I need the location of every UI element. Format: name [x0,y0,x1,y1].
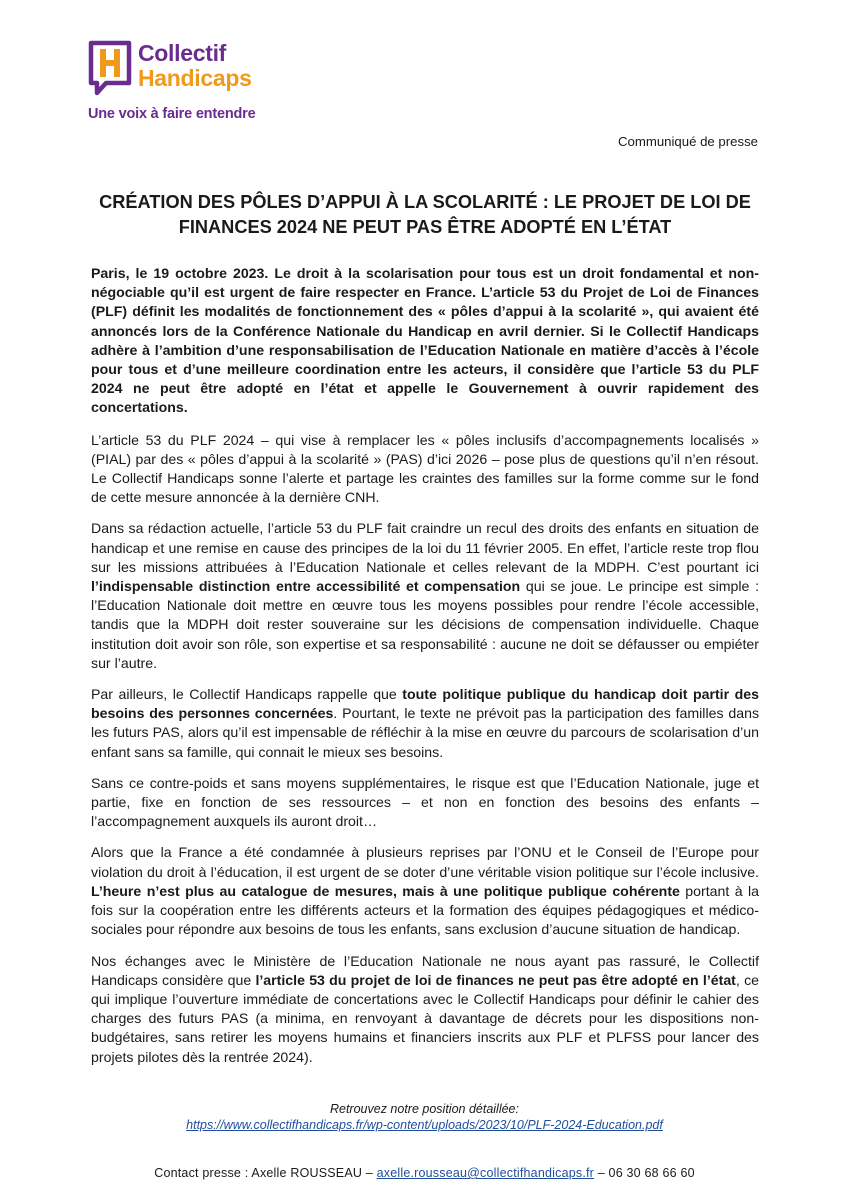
paragraph-6-emphasis: l’article 53 du projet de loi de finances ne peut pas être adopté en l’état [255,971,736,988]
paragraph-1: L’article 53 du PLF 2024 – qui vise à remplacer les « pôles inclusifs d’accompagnements localisés » (PIAL) par des « pôles d’appui à la scolarité » (PAS) d’ici 2026 – pose plus de questions qu’il n’en résout. Le Collectif Handicaps sonne l’alerte et partage les craintes des familles sur la forme comme sur le fond de cette mesure annoncée à la dernière CNH. [91,431,759,506]
paragraph-3-emphasis: toute politique publique du handicap doit partir des besoins des personnes concernées [91,686,759,722]
paragraph-2 [91,519,759,673]
logo-text-collectif: Collectif [138,40,227,66]
position-pdf-link[interactable]: https://www.collectifhandicaps.fr/wp-content/uploads/2023/10/PLF-2024-Education.pdf [186,1118,663,1132]
body-content [91,264,759,1079]
paragraph-3 [91,685,759,762]
position-label: Retrouvez notre position détaillée: [329,1102,519,1116]
paragraph-6-text-c: , ce qui implique l’ouverture immédiate de concertations avec le Collectif Handicaps pour définir le cahier des charges des futurs PAS (a minima, en renvoyant à davantage de décrets pour les dispositions non-budgétaires, sans retirer les moyens humains et financiers inscrits aux PLF et PLFSS pour lancer des projets pilotes dès la rentrée 2024). [91,971,760,1065]
tagline: Une voix à faire entendre [88,106,256,122]
logo-speech-bubble-icon [88,40,132,98]
contact-phone: – 06 30 68 66 60 [597,1166,695,1180]
contact-prefix: Contact presse : Axelle ROUSSEAU – [154,1166,373,1180]
document-type: Communiqué de presse [617,134,758,149]
paragraph-3-text-a: Par ailleurs, le Collectif Handicaps rappelle que [91,686,403,703]
lead-paragraph: Paris, le 19 octobre 2023. Le droit à la scolarisation pour tous est un droit fondamental et non-négociable qu’il est urgent de faire respecter en France. L’article 53 du Projet de Loi de Finances (PLF) définit les modalités de fonctionnement des « pôles d’appui à la scolarité », qui avaient été annoncés lors de la Conférence Nationale du Handicap en avril dernier. Si le Collectif Handicaps adhère à l’ambition d’une responsabilisation de l’Education Nationale en matière d’accès à l’école pour tous et d’une meilleure coordination entre les acteurs, il considère que l’article 53 du PLF 2024 ne peut être adopté en l’état et appelle le Gouvernement à ouvrir rapidement des concertations. [91,265,759,416]
paragraph-5-text-c: portant à la fois sur la coopération entre les différents acteurs et la formation des équipes pédagogiques et médico-sociales pour répondre aux besoins de tous les enfants, sans exclusion d’aucune situation de handicap. [91,882,759,938]
paragraph-4: Sans ce contre-poids et sans moyens supplémentaires, le risque est que l’Education Nationale, juge et partie, fixe en fonction de ses ressources – et non en fonction des besoins des enfants – l’accompagnement auxquels ils auront droit… [91,774,759,830]
logo-text-handicaps: Handicaps [138,65,252,91]
paragraph-6-text-a: Nos échanges avec le Ministère de l’Education Nationale ne nous ayant pas rassuré, le Collectif Handicaps considère que [91,952,759,988]
paragraph-2-text-a: Dans sa rédaction actuelle, l’article 53 du PLF fait craindre un recul des droits des enfants en situation de handicap et une remise en cause des principes de la loi du 11 février 2005. En effet, l’article reste trop flou sur les missions attribuées à l’Education Nationale et celles relevant de la MDPH. C’est pourtant ici [91,520,759,575]
contact-email-link[interactable]: axelle.rousseau@collectifhandicaps.fr [376,1166,595,1180]
paragraph-5 [91,843,759,939]
paragraph-5-emphasis: L’heure n’est plus au catalogue de mesures, mais à une politique publique cohérente [91,882,680,899]
paragraph-3-text-c: . Pourtant, le texte ne prévoit pas la participation des familles dans les futurs PAS, alors qu’il est impensable de réfléchir à la mise en œuvre du parcours de scolarisation d’un enfant sans sa famille, qui connait le mieux ses besoins. [91,705,760,760]
paragraph-5-text-a: Alors que la France a été condamnée à plusieurs reprises par l’ONU et le Conseil de l’Europe pour violation du droit à l’éducation, il est urgent de se doter d’une véritable vision politique sur l’école inclusive. [91,844,759,880]
paragraph-2-emphasis: l’indispensable distinction entre accessibilité et compensation [91,578,521,595]
press-contact [0,1166,849,1180]
paragraph-2-text-c: qui se joue. Le principe est simple : l’Education Nationale doit mettre en œuvre tous les moyens possibles pour rendre l’école accessible, tandis que la MDPH doit rester souveraine sur les décisions de compensation individuelle. Chaque institution doit avoir son rôle, son expertise et sa responsabilité : aucune ne doit se défausser ou empiéter sur l’autre. [91,578,759,671]
paragraph-6 [91,952,759,1067]
page-title: CRÉATION DES PÔLES D’APPUI À LA SCOLARITÉ : LE PROJET DE LOI DE FINANCES 2024 NE PEUT PAS ÊTRE ADOPTÉ EN L’ÉTAT [99,192,751,237]
position-reference [0,1101,849,1133]
